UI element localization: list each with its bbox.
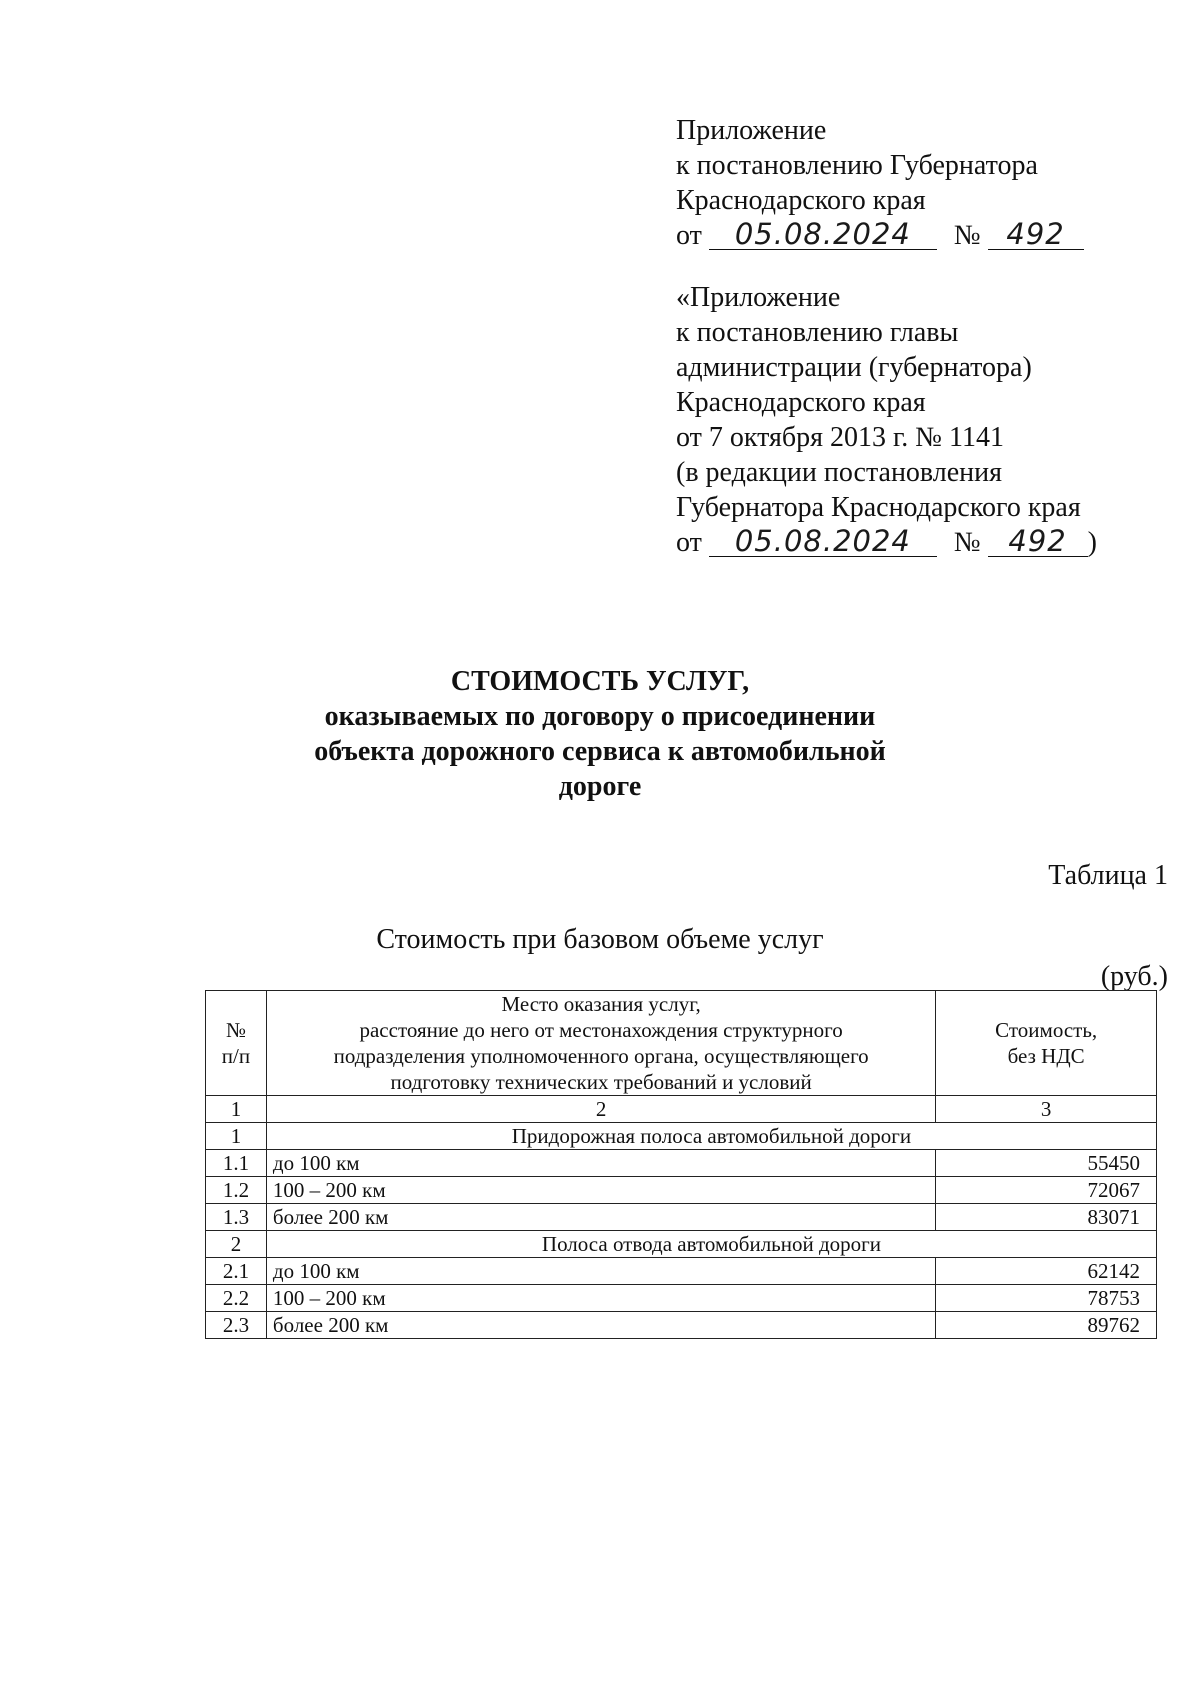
handwritten-number: 492	[988, 219, 1084, 250]
date-prefix: от	[676, 220, 702, 251]
cost-table	[205, 990, 1157, 1339]
row-number: 1.1	[206, 1150, 267, 1177]
index-cell: 2	[266, 1096, 935, 1123]
appendix-date-line	[676, 218, 1084, 253]
row-place: 100 – 200 км	[266, 1177, 935, 1204]
row-cost: 83071	[936, 1204, 1157, 1231]
row-place: до 100 км	[266, 1150, 935, 1177]
header-text: Стоимость,	[995, 1018, 1098, 1042]
row-cost: 72067	[936, 1177, 1157, 1204]
row-number: 1.2	[206, 1177, 267, 1204]
section-number: 1	[206, 1123, 267, 1150]
row-number: 2.2	[206, 1285, 267, 1312]
table-row	[206, 1258, 1157, 1285]
row-cost: 78753	[936, 1285, 1157, 1312]
table-row	[206, 1150, 1157, 1177]
section-title: Полоса отвода автомобильной дороги	[266, 1231, 1156, 1258]
unit-label: (руб.)	[1100, 961, 1168, 992]
row-number: 2.1	[206, 1258, 267, 1285]
header-place	[266, 991, 935, 1096]
section-row	[206, 1231, 1157, 1258]
table-row	[206, 1204, 1157, 1231]
quoted-line: администрации (губернатора)	[676, 352, 1032, 383]
title-line: СТОИМОСТЬ УСЛУГ,	[450, 666, 750, 697]
row-place: до 100 км	[266, 1258, 935, 1285]
row-number: 2.3	[206, 1312, 267, 1339]
title-line: оказываемых по договору о присоединении	[324, 701, 876, 732]
table-row	[206, 1312, 1157, 1339]
quoted-line: «Приложение	[676, 282, 841, 313]
handwritten-date: 05.08.2024	[709, 526, 937, 557]
index-cell: 3	[936, 1096, 1157, 1123]
table-label: Таблица 1	[1048, 860, 1168, 891]
quoted-line: Краснодарского края	[676, 387, 926, 418]
title-line: объекта дорожного сервиса к автомобильной	[314, 736, 886, 767]
header-text: п/п	[221, 1044, 251, 1068]
header-text: подразделения уполномоченного органа, осуществляющего	[333, 1044, 869, 1068]
header-text: Место оказания услуг,	[501, 992, 701, 1016]
section-number: 2	[206, 1231, 267, 1258]
row-number: 1.3	[206, 1204, 267, 1231]
header-text: без НДС	[1007, 1044, 1085, 1068]
quoted-date-line	[676, 525, 1097, 560]
row-place: более 200 км	[266, 1312, 935, 1339]
table-row	[206, 1177, 1157, 1204]
number-sign: №	[953, 527, 981, 558]
handwritten-number: 492	[988, 526, 1088, 557]
table-row	[206, 1285, 1157, 1312]
table-caption: Стоимость при базовом объеме услуг	[376, 924, 824, 955]
quoted-line: от 7 октября 2013 г. № 1141	[676, 422, 1004, 453]
row-cost: 62142	[936, 1258, 1157, 1285]
header-number	[206, 991, 267, 1096]
column-index-row	[206, 1096, 1157, 1123]
number-sign: №	[953, 220, 981, 251]
quoted-line: (в редакции постановления	[676, 457, 1003, 488]
section-title: Придорожная полоса автомобильной дороги	[266, 1123, 1156, 1150]
header-cost	[936, 991, 1157, 1096]
row-place: 100 – 200 км	[266, 1285, 935, 1312]
appendix-line: Приложение	[676, 115, 827, 146]
quoted-line: к постановлению главы	[676, 317, 959, 348]
document-title	[0, 664, 1200, 804]
header-text: №	[225, 1018, 246, 1042]
table-header-row	[206, 991, 1157, 1096]
title-line: дороге	[558, 771, 642, 802]
appendix-header	[676, 113, 1084, 253]
row-cost: 89762	[936, 1312, 1157, 1339]
section-row	[206, 1123, 1157, 1150]
quoted-line: Губернатора Краснодарского края	[676, 492, 1081, 523]
appendix-line: Краснодарского края	[676, 185, 926, 216]
quoted-appendix	[676, 280, 1097, 560]
index-cell: 1	[206, 1096, 267, 1123]
header-text: подготовку технических требований и условий	[390, 1070, 812, 1094]
appendix-line: к постановлению Губернатора	[676, 150, 1038, 181]
header-text: расстояние до него от местонахождения структурного	[359, 1018, 843, 1042]
row-cost: 55450	[936, 1150, 1157, 1177]
closing-paren: )	[1087, 527, 1097, 558]
date-prefix: от	[676, 527, 702, 558]
row-place: более 200 км	[266, 1204, 935, 1231]
handwritten-date: 05.08.2024	[709, 219, 937, 250]
